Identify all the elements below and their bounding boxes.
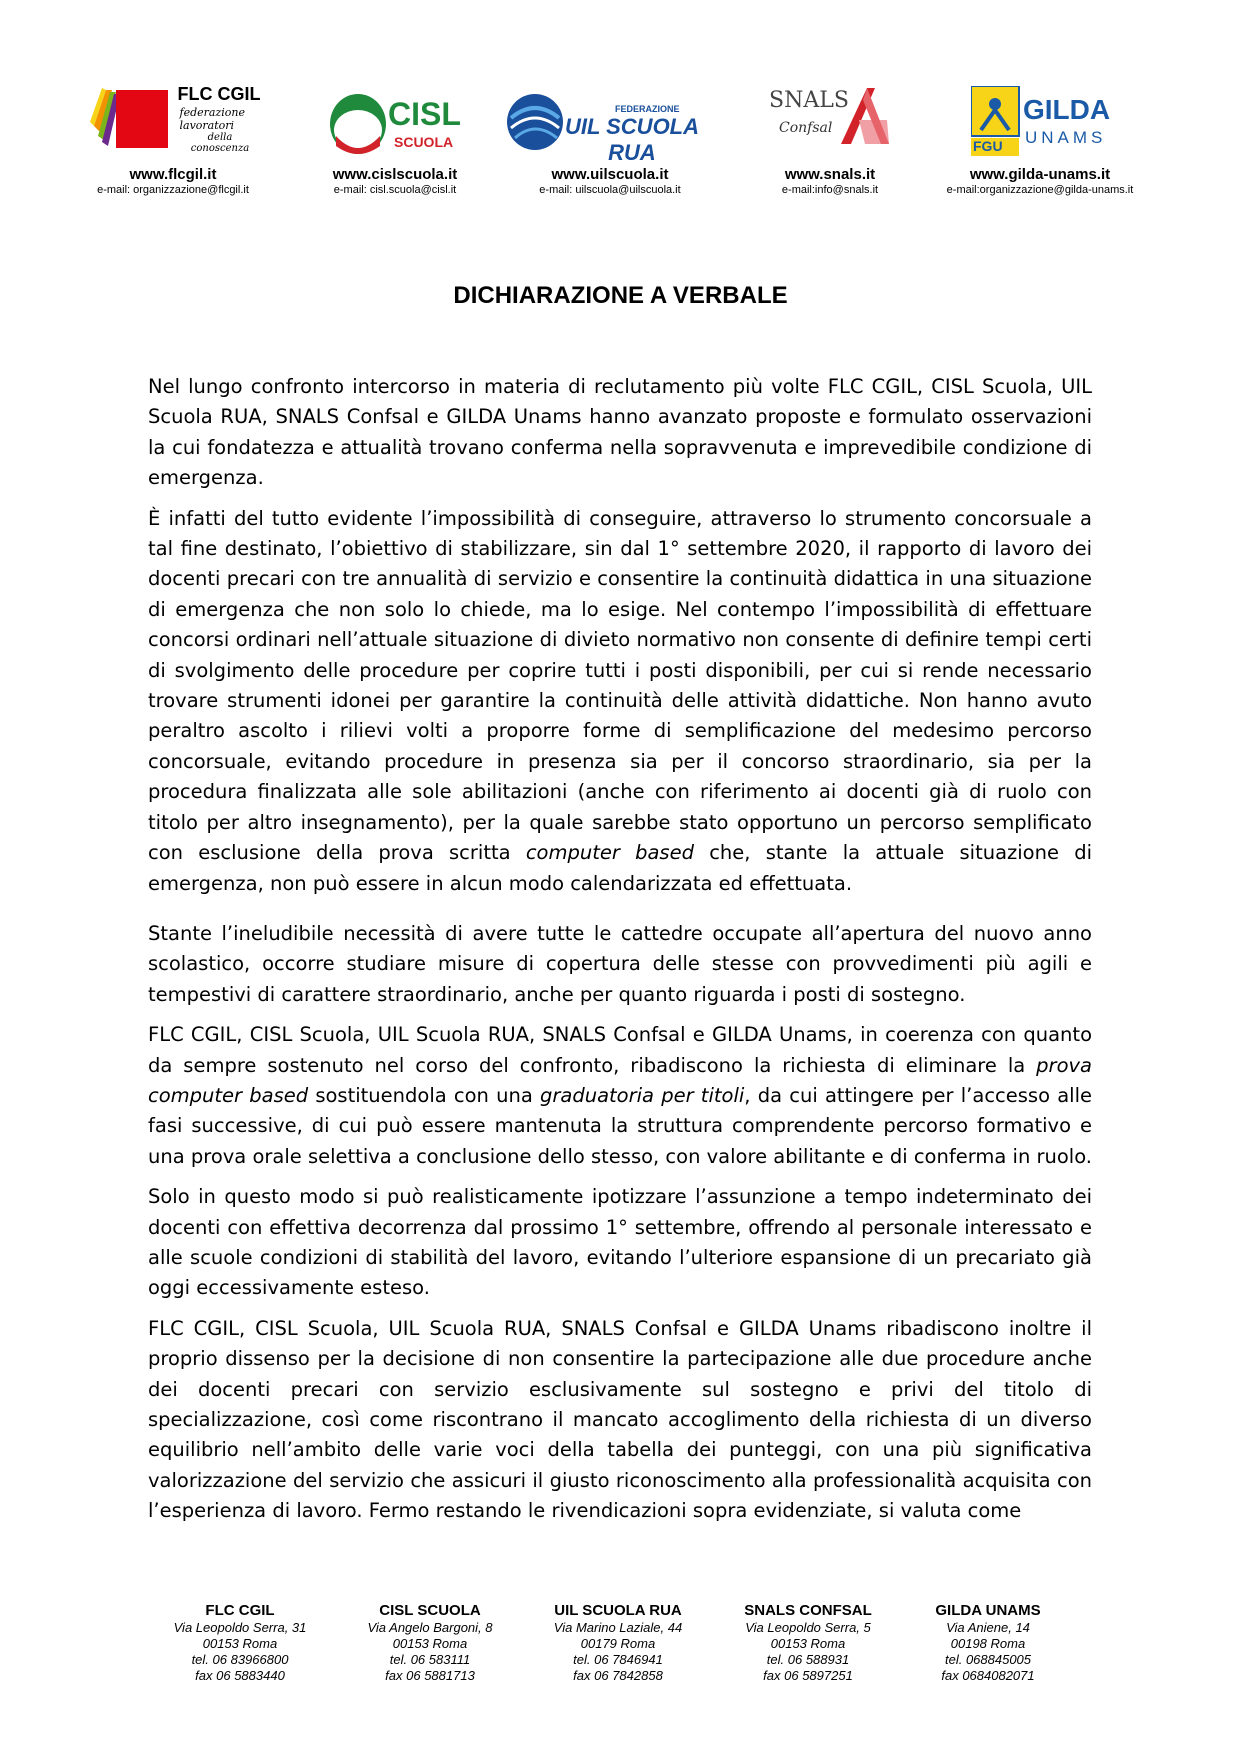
footer-city: 00153 Roma [770, 1636, 846, 1651]
footer-fax: fax 06 5897251 [763, 1668, 853, 1683]
snals-email[interactable]: e-mail:info@snals.it [781, 184, 879, 196]
footer-uil-scuola [528, 1602, 708, 1684]
org-flc-cgil [78, 82, 268, 196]
paragraph-3: Stante l’ineludibile necessità di avere tutte le cattedre occupate all’apertura del nuovo anno scolastico, occorre studiare misure di copertura delle stesse con provvedimenti più agili e tempestivi di carattere straordinario, anche per quanto riguarda i posti di sostegno. [148, 921, 1092, 1006]
org-gilda-unams [920, 82, 1160, 196]
flc-cgil-email[interactable]: e-mail: organizzazione@flcgil.it [97, 184, 249, 196]
paragraph-6: FLC CGIL, CISL Scuola, UIL Scuola RUA, SNALS Confsal e GILDA Unams ribadiscono inoltre il proprio dissenso per la decisione di non consentire la partecipazione alle due procedure anche dei docenti precari con servizio esclusivamente sul sostegno e privi del titolo di specializzazione, così come riscontrano il mancato accoglimento della richiesta di un diverso equilibrio nell’ambito delle varie voci della tabella dei punteggi, con una più significativa valorizzazione del servizio che assicuri il giusto riconoscimento alla professionalità acquisita con l’esperienza di lavoro. Fermo restando le rivendicazioni sopra evidenziate, si valuta come [148, 1316, 1092, 1523]
footer-fax: fax 06 5883440 [195, 1668, 285, 1683]
footer-org-name: FLC CGIL [205, 1602, 275, 1619]
footer-city: 00198 Roma [950, 1636, 1026, 1651]
footer-city: 00153 Roma [202, 1636, 278, 1651]
gilda-website[interactable]: www.gilda-unams.it [969, 166, 1111, 183]
footer-gilda-unams [898, 1602, 1078, 1684]
footer-org-name: CISL SCUOLA [379, 1602, 481, 1619]
snals-website[interactable]: www.snals.it [784, 166, 876, 183]
uil-logo-sub: FEDERAZIONE [615, 104, 680, 114]
snals-mark-icon [837, 86, 891, 148]
uil-website[interactable]: www.uilscuola.it [551, 166, 669, 183]
cisl-logo-title: CISL [388, 96, 461, 132]
footer-org-name: UIL SCUOLA RUA [554, 1602, 682, 1619]
paragraph-4 [148, 1020, 1092, 1172]
footer-fax: fax 06 7842858 [573, 1668, 663, 1683]
footer-city: 00153 Roma [392, 1636, 468, 1651]
cisl-email[interactable]: e-mail: cisl.scuola@cisl.it [333, 184, 457, 196]
cisl-logo-sub: SCUOLA [394, 134, 454, 150]
footer-snals [718, 1602, 898, 1684]
footer-address: Via Leopoldo Serra, 5 [745, 1620, 871, 1635]
flc-cgil-logo-sub-2: lavoratori [179, 119, 235, 132]
uil-email[interactable]: e-mail: uilscuola@uilscuola.it [539, 184, 681, 196]
uil-scuola-logo [505, 82, 715, 164]
paragraph-4-emphasis-2: graduatoria per titoli [540, 1083, 745, 1107]
footer-addresses [0, 1602, 1241, 1702]
paragraph-1: Nel lungo confronto intercorso in materia di reclutamento più volte FLC CGIL, CISL Scuola, UIL Scuola RUA, SNALS Confsal e GILDA Unams hanno avanzato proposte e formulato osservazioni la cui fondatezza e attualità trovano conferma nella sopravvenuta e imprevedibile condizione di emergenza. [148, 375, 1092, 490]
paragraph-2 [148, 504, 1092, 899]
cisl-emblem-icon [328, 90, 390, 160]
org-cisl-scuola [300, 82, 490, 196]
footer-org-name: SNALS CONFSAL [744, 1602, 872, 1619]
footer-tel: tel. 06 588931 [766, 1652, 850, 1667]
letterhead [0, 82, 1241, 212]
paragraph-5: Solo in questo modo si può realisticamente ipotizzare l’assunzione a tempo indeterminato dei docenti con effettiva decorrenza dal prossimo 1° settembre, offrendo al personale interessato e alle scuole condizioni di stabilità del lavoro, evitando l’ulteriore espansione di un precariato già oggi eccessivamente esteso. [148, 1185, 1092, 1300]
org-uil-scuola [505, 82, 715, 196]
footer-fax: fax 06 5881713 [385, 1668, 475, 1683]
gilda-email[interactable]: e-mail:organizzazione@gilda-unams.it [946, 184, 1134, 196]
paragraph-2-emphasis: computer based [525, 841, 694, 865]
paragraph-2-tail: che, stante la attuale situazione di emergenza, non può essere in alcun modo calendarizzata ed effettuata. [148, 841, 1092, 895]
flc-cgil-logo [86, 82, 261, 164]
footer-address: Via Marino Laziale, 44 [553, 1620, 683, 1635]
gilda-fgu-label: FGU [973, 138, 1003, 154]
footer-address: Via Aniene, 14 [946, 1620, 1030, 1635]
footer-org-name: GILDA UNAMS [935, 1602, 1041, 1619]
cisl-scuola-logo [320, 82, 470, 164]
paragraph-4-text-2: sostituendola con una [308, 1083, 540, 1107]
uil-logo-title: UIL SCUOLA RUA [564, 114, 700, 165]
footer-city: 00179 Roma [580, 1636, 656, 1651]
snals-logo-sub: Confsal [779, 120, 833, 136]
snals-logo-title: SNALS [769, 88, 849, 113]
flc-cgil-logo-sub-1: federazione [179, 106, 245, 119]
flc-cgil-logo-sub-3: della conoscenza [190, 132, 250, 154]
cisl-website[interactable]: www.cislscuola.it [332, 166, 458, 183]
gilda-logo-title: GILDA [1023, 94, 1111, 125]
flc-cgil-website[interactable]: www.flcgil.it [129, 166, 217, 183]
snals-logo [765, 82, 895, 164]
document-body [148, 372, 1092, 1537]
gilda-unams-logo [965, 82, 1115, 164]
footer-flc-cgil [150, 1602, 330, 1684]
footer-tel: tel. 06 583111 [389, 1652, 471, 1667]
paragraph-4-tail: , da cui attingere per l’accesso alle fasi successive, di cui può essere mantenuta la struttura comprendente percorso formativo e una prova orale selettiva a conclusione dello stesso, con valore abilitante e di conferma in ruolo. [148, 1083, 1093, 1168]
footer-fax: fax 0684082071 [941, 1668, 1035, 1683]
footer-address: Via Angelo Bargoni, 8 [367, 1620, 493, 1635]
org-snals [740, 82, 920, 196]
footer-tel: tel. 06 83966800 [191, 1652, 289, 1667]
paragraph-4-emphasis-1: prova computer based [148, 1053, 1092, 1107]
document-title: DICHIARAZIONE A VERBALE [453, 282, 788, 309]
paragraph-4-text: FLC CGIL, CISL Scuola, UIL Scuola RUA, SNALS Confsal e GILDA Unams, in coerenza con quanto da sempre sostenuto nel corso del confronto, ribadiscono la richiesta di eliminare la [148, 1023, 1092, 1077]
footer-address: Via Leopoldo Serra, 31 [173, 1620, 307, 1635]
footer-tel: tel. 06 7846941 [573, 1652, 663, 1667]
gilda-logo-sub: UNAMS [1025, 128, 1107, 147]
flc-cgil-logo-title: FLC CGIL [177, 84, 261, 104]
footer-cisl-scuola [340, 1602, 520, 1684]
footer-tel: tel. 068845005 [944, 1652, 1032, 1667]
paragraph-2-text: È infatti del tutto evidente l’impossibilità di conseguire, attraverso lo strumento concorsuale a tal fine destinato, l’obiettivo di stabilizzare, sin dal 1° settembre 2020, il rapporto di lavoro dei docenti precari con tre annualità di servizio e consentire la continuità didattica in una situazione di emergenza che non solo lo chiede, ma lo esige. Nel contempo l’impossibilità di effettuare concorsi ordinari nell’attuale situazione di divieto normativo non consente di definire tempi certi di svolgimento delle procedure per coprire tutti i posti disponibili, per cui si rende necessario trovare strumenti idonei per garantire la continuità delle attività didattiche. Non hanno avuto peraltro ascolto i rilievi volti a proporre forme di semplificazione del medesimo percorso concorsuale, evitando procedure in presenza sia per il concorso straordinario, sia per la procedura finalizzata alle sole abilitazioni (anche con riferimento ai docenti già di ruolo con titolo per altro insegnamento), per la quale sarebbe stato opportuno un percorso semplificato con esclusione della prova scritta [148, 506, 1092, 865]
